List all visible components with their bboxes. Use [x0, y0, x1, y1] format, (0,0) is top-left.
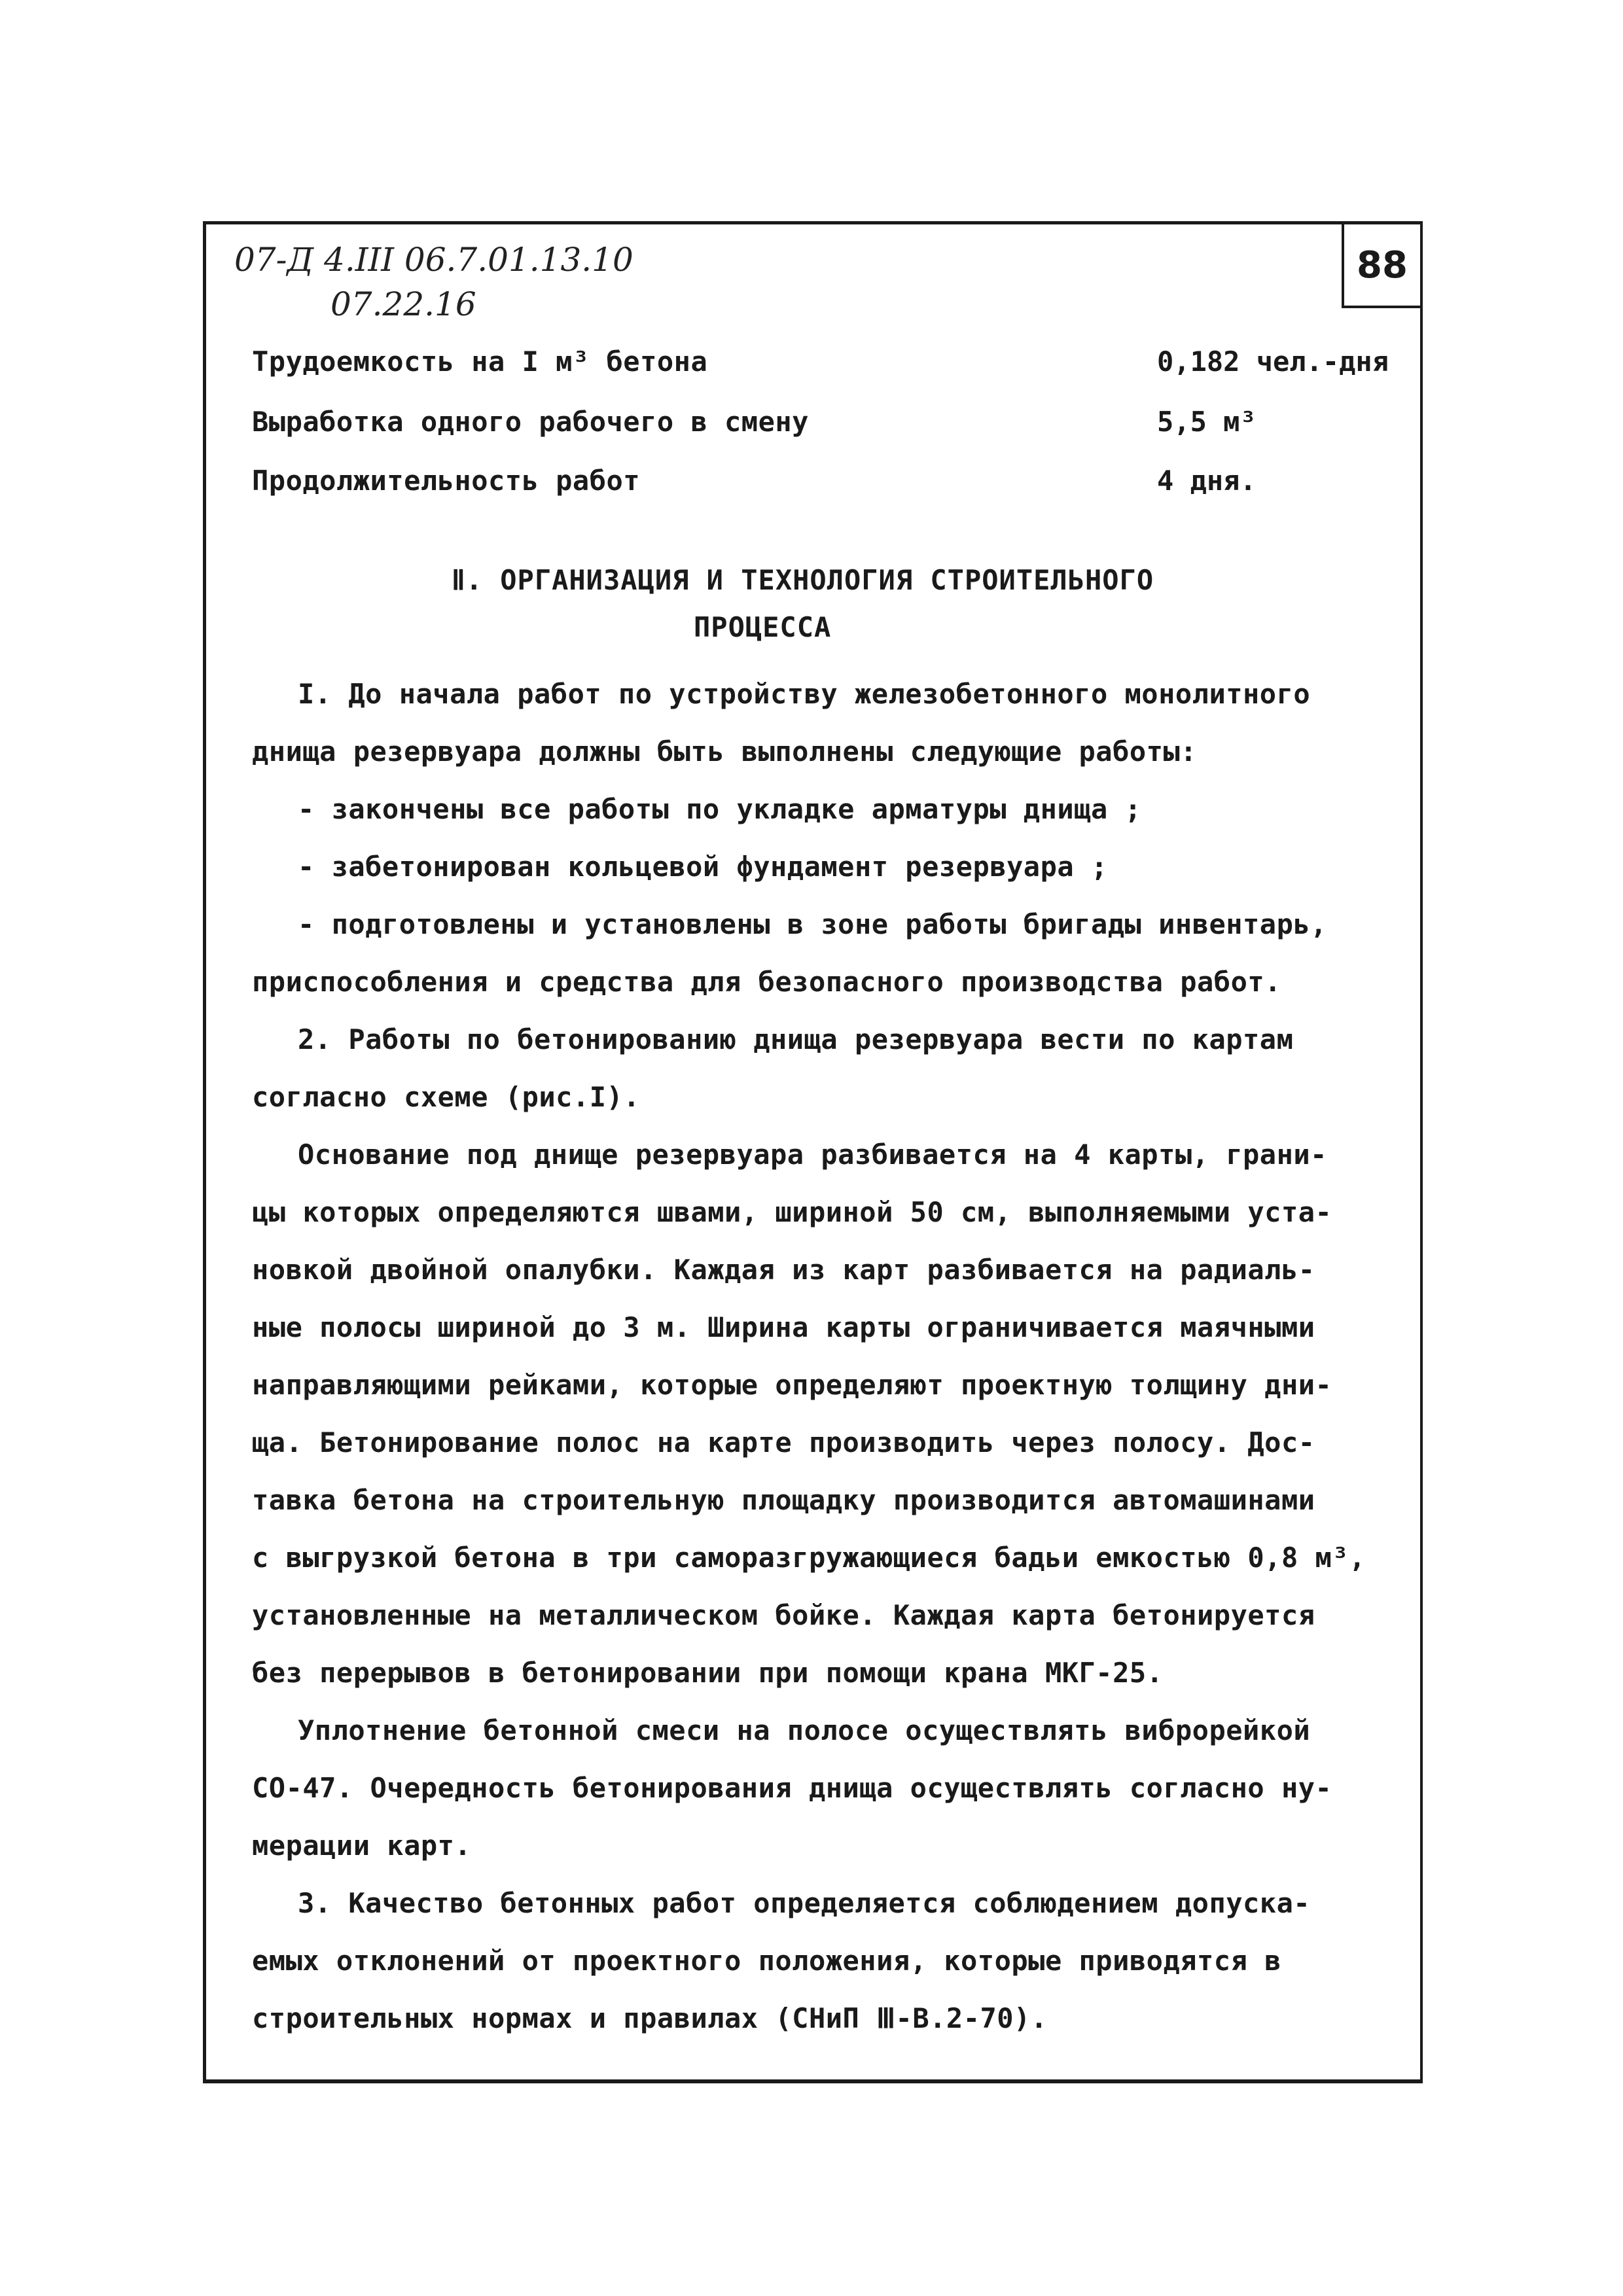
body-line: - подготовлены и установлены в зоне работы бригады инвентарь,	[298, 908, 1327, 940]
section-title-line1: Ⅱ. ОРГАНИЗАЦИЯ И ТЕХНОЛОГИЯ СТРОИТЕЛЬНОГО	[452, 564, 1154, 596]
handwritten-codes-line1: 07-Д 4.III 06.7.01.13.10	[234, 241, 633, 279]
page-number: 88	[1342, 224, 1420, 308]
body-line: I. До начала работ по устройству железобетонного монолитного	[298, 678, 1311, 710]
metric-output-label: Выработка одного рабочего в смену	[252, 406, 809, 438]
body-line: 2. Работы по бетонированию днища резервуара вести по картам	[298, 1023, 1294, 1055]
metric-duration-value: 4 дня.	[1157, 465, 1257, 497]
body-line: - забетонирован кольцевой фундамент резервуара ;	[298, 851, 1108, 883]
handwritten-codes-line2: 07.22.16	[330, 285, 476, 323]
body-line: без перерывов в бетонировании при помощи крана МКГ-25.	[252, 1657, 1164, 1689]
metric-output-value: 5,5 м³	[1157, 406, 1257, 438]
body-line: приспособления и средства для безопасного производства работ.	[252, 966, 1281, 998]
body-line: Основание под днище резервуара разбивается на 4 карты, грани-	[298, 1139, 1327, 1171]
section-title-line2: ПРОЦЕССА	[694, 611, 832, 643]
body-line: строительных нормах и правилах (СНиП Ⅲ-В.2-70).	[252, 2002, 1048, 2034]
metric-labor-value: 0,182 чел.-дня	[1157, 345, 1389, 378]
body-line: ные полосы шириной до 3 м. Ширина карты ограничивается маячными	[252, 1311, 1315, 1343]
body-line: ща. Бетонирование полос на карте производить через полосу. Дос-	[252, 1426, 1315, 1458]
body-line: днища резервуара должны быть выполнены следующие работы:	[252, 735, 1198, 768]
metric-labor-label: Трудоемкость на I м³ бетона	[252, 345, 708, 378]
body-line: цы которых определяются швами, шириной 50 см, выполняемыми уста-	[252, 1196, 1332, 1228]
body-line: 3. Качество бетонных работ определяется соблюдением допуска-	[298, 1887, 1311, 1919]
body-line: Уплотнение бетонной смеси на полосе осуществлять виброрейкой	[298, 1714, 1311, 1746]
body-line: СО-47. Очередность бетонирования днища осуществлять согласно ну-	[252, 1772, 1332, 1804]
body-line: установленные на металлическом бойке. Каждая карта бетонируется	[252, 1599, 1315, 1631]
body-line: емых отклонений от проектного положения, которые приводятся в	[252, 1945, 1281, 1977]
body-line: новкой двойной опалубки. Каждая из карт разбивается на радиаль-	[252, 1254, 1315, 1286]
metric-duration-label: Продолжительность работ	[252, 465, 641, 497]
body-line: согласно схеме (рис.I).	[252, 1081, 641, 1113]
body-line: тавка бетона на строительную площадку производится автомашинами	[252, 1484, 1315, 1516]
body-line: с выгрузкой бетона в три саморазгружающиеся бадьи емкостью 0,8 м³,	[252, 1542, 1366, 1574]
body-line: направляющими рейками, которые определяют проектную толщину дни-	[252, 1369, 1332, 1401]
body-line: мерации карт.	[252, 1829, 472, 1862]
body-line: - закончены все работы по укладке арматуры днища ;	[298, 793, 1142, 825]
